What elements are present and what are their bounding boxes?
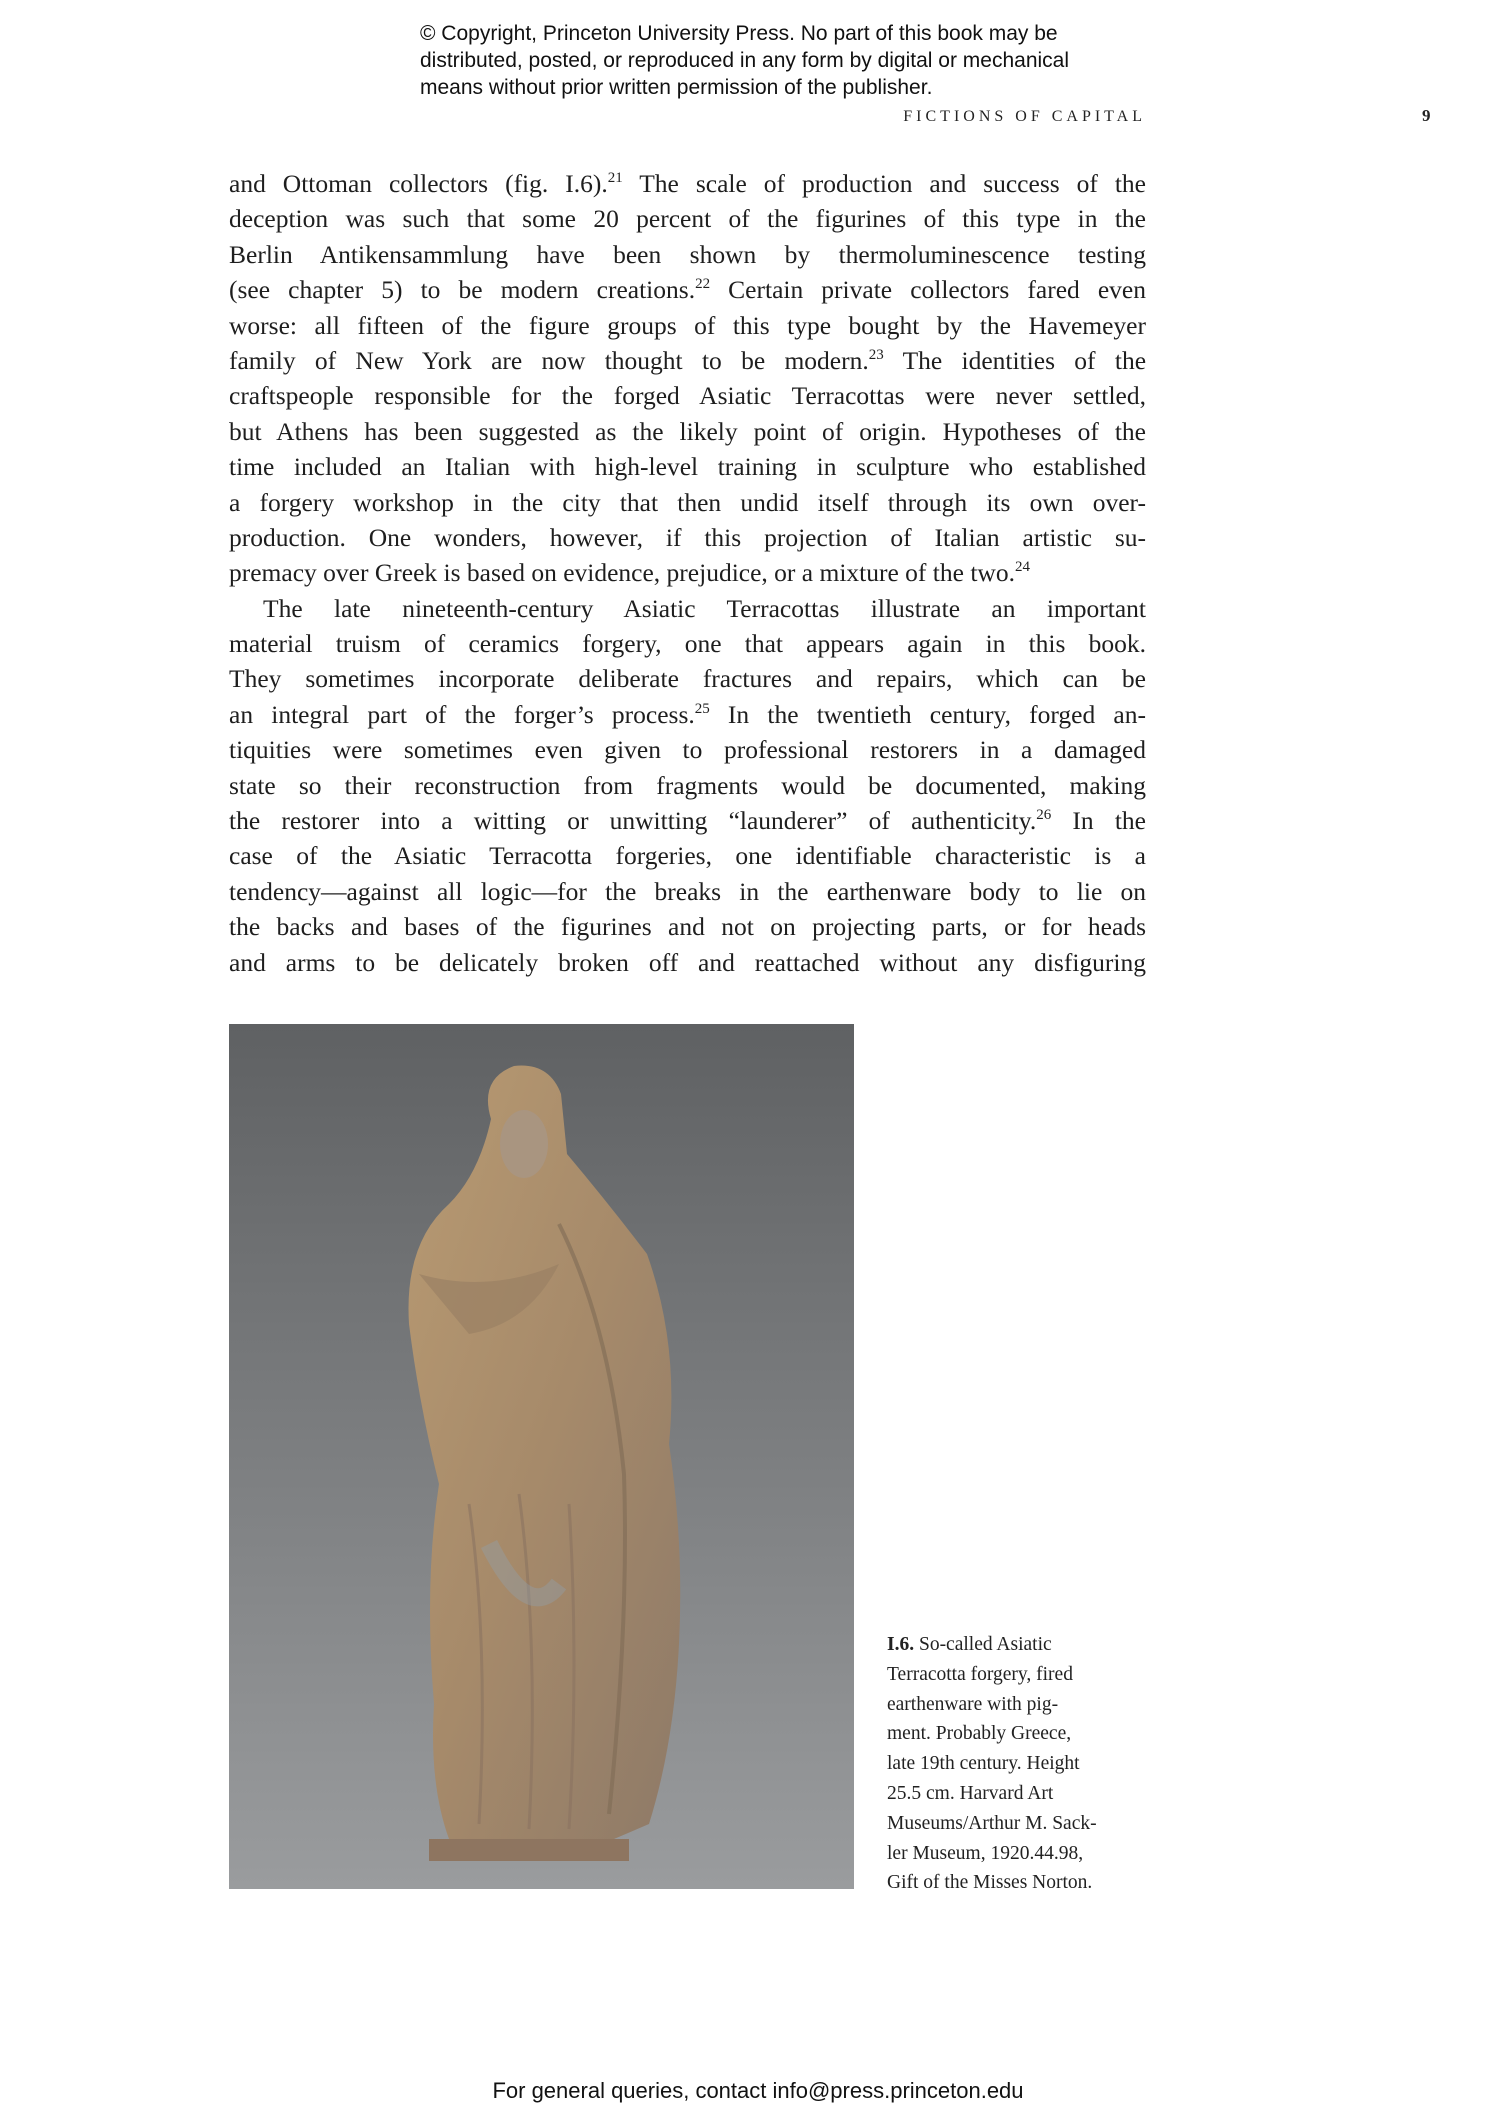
page-number: 9: [1422, 106, 1431, 125]
text-line: (see chapter 5) to be modern creations.$^{22}$ Certain private collectors fared even: [229, 275, 1147, 305]
paragraph: [229, 166, 1146, 591]
footnote-reference[interactable]: 22: [695, 276, 711, 293]
text-line: time included an Italian with high-level training in sculpture who established: [229, 452, 1146, 482]
footnote-reference[interactable]: 24: [1014, 559, 1030, 576]
copyright-line: means without prior written permission of the publisher.: [420, 76, 933, 99]
text-line: premacy over Greek is based on evidence, prejudice, or a mixture of the two.$^{24}$: [229, 558, 1030, 588]
text-line: tendency—against all logic—for the breaks in the earthenware body to lie on: [229, 876, 1146, 906]
statuette-base: [429, 1839, 629, 1861]
text-line: material truism of ceramics forgery, one that appears again in this book.: [229, 629, 1146, 659]
text-line: the restorer into a witting or unwitting “launderer” of authenticity.$^{26}$ In the: [229, 806, 1146, 836]
body-text: [229, 166, 1146, 980]
text-line: tiquities were sometimes even given to professional restorers in a damaged: [229, 735, 1146, 765]
footnote-reference[interactable]: 25: [694, 700, 710, 717]
text-line: family of New York are now thought to be modern.$^{23}$ The identities of the: [229, 345, 1147, 375]
text-line: The late nineteenth-century Asiatic Terracottas illustrate an important: [263, 593, 1146, 623]
statuette-face: [500, 1110, 548, 1178]
caption-line: 25.5 cm. Harvard Art: [887, 1782, 1054, 1804]
caption-line: Terracotta forgery, fired: [887, 1663, 1073, 1685]
text-line: an integral part of the forger’s process.$^{25}$ In the twentieth century, forged an-: [229, 699, 1146, 729]
footnote-reference[interactable]: 26: [1036, 807, 1052, 824]
caption-line: Museums/Arthur M. Sack-: [887, 1812, 1097, 1834]
text-line: They sometimes incorporate deliberate fractures and repairs, which can be: [229, 664, 1146, 694]
caption-line: earthenware with pig-: [887, 1693, 1059, 1715]
copyright-line: © Copyright, Princeton University Press. No part of this book may be: [420, 22, 1058, 45]
text-line: and Ottoman collectors (fig. I.6).$^{21}$ The scale of production and success of the: [229, 169, 1146, 198]
copyright-notice: [420, 20, 1069, 101]
text-line: deception was such that some 20 percent of the figurines of this type in the: [229, 204, 1146, 234]
text-line: production. One wonders, however, if this projection of Italian artistic su-: [229, 522, 1146, 552]
footnote-reference[interactable]: 21: [607, 170, 623, 186]
text-line: the backs and bases of the figurines and not on projecting parts, or for heads: [229, 912, 1146, 942]
running-head: FICTIONS OF CAPITAL: [903, 108, 1146, 125]
caption-line: Gift of the Misses Norton.: [887, 1872, 1093, 1894]
copyright-line: distributed, posted, or reproduced in any form by digital or mechanical: [420, 49, 1070, 72]
text-line: case of the Asiatic Terracotta forgeries, one identifiable characteristic is a: [229, 841, 1146, 871]
text-line: state so their reconstruction from fragments would be documented, making: [229, 770, 1146, 800]
text-line: but Athens has been suggested as the likely point of origin. Hypotheses of the: [229, 416, 1146, 446]
figure-label: I.6.: [887, 1634, 915, 1655]
caption-line: late 19th century. Height: [887, 1753, 1080, 1775]
figure-image-terracotta-statuette: [229, 1024, 854, 1889]
caption-line: ment. Probably Greece,: [887, 1723, 1072, 1745]
figure-caption: [887, 1630, 1147, 1898]
footnote-reference[interactable]: 23: [868, 346, 884, 363]
caption-line: So-called Asiatic: [914, 1634, 1052, 1655]
text-line: Berlin Antikensammlung have been shown by thermoluminescence testing: [229, 239, 1146, 269]
footer-contact: For general queries, contact info@press.princeton.edu: [492, 2078, 1024, 2103]
text-line: a forgery workshop in the city that then undid itself through its own over-: [229, 487, 1146, 517]
caption-line: ler Museum, 1920.44.98,: [887, 1842, 1084, 1864]
text-line: and arms to be delicately broken off and reattached without any disfiguring: [229, 947, 1146, 977]
text-line: craftspeople responsible for the forged Asiatic Terracottas were never settled,: [229, 381, 1146, 411]
text-line: worse: all fifteen of the figure groups of this type bought by the Havemeyer: [229, 310, 1146, 340]
paragraph: [229, 591, 1146, 980]
